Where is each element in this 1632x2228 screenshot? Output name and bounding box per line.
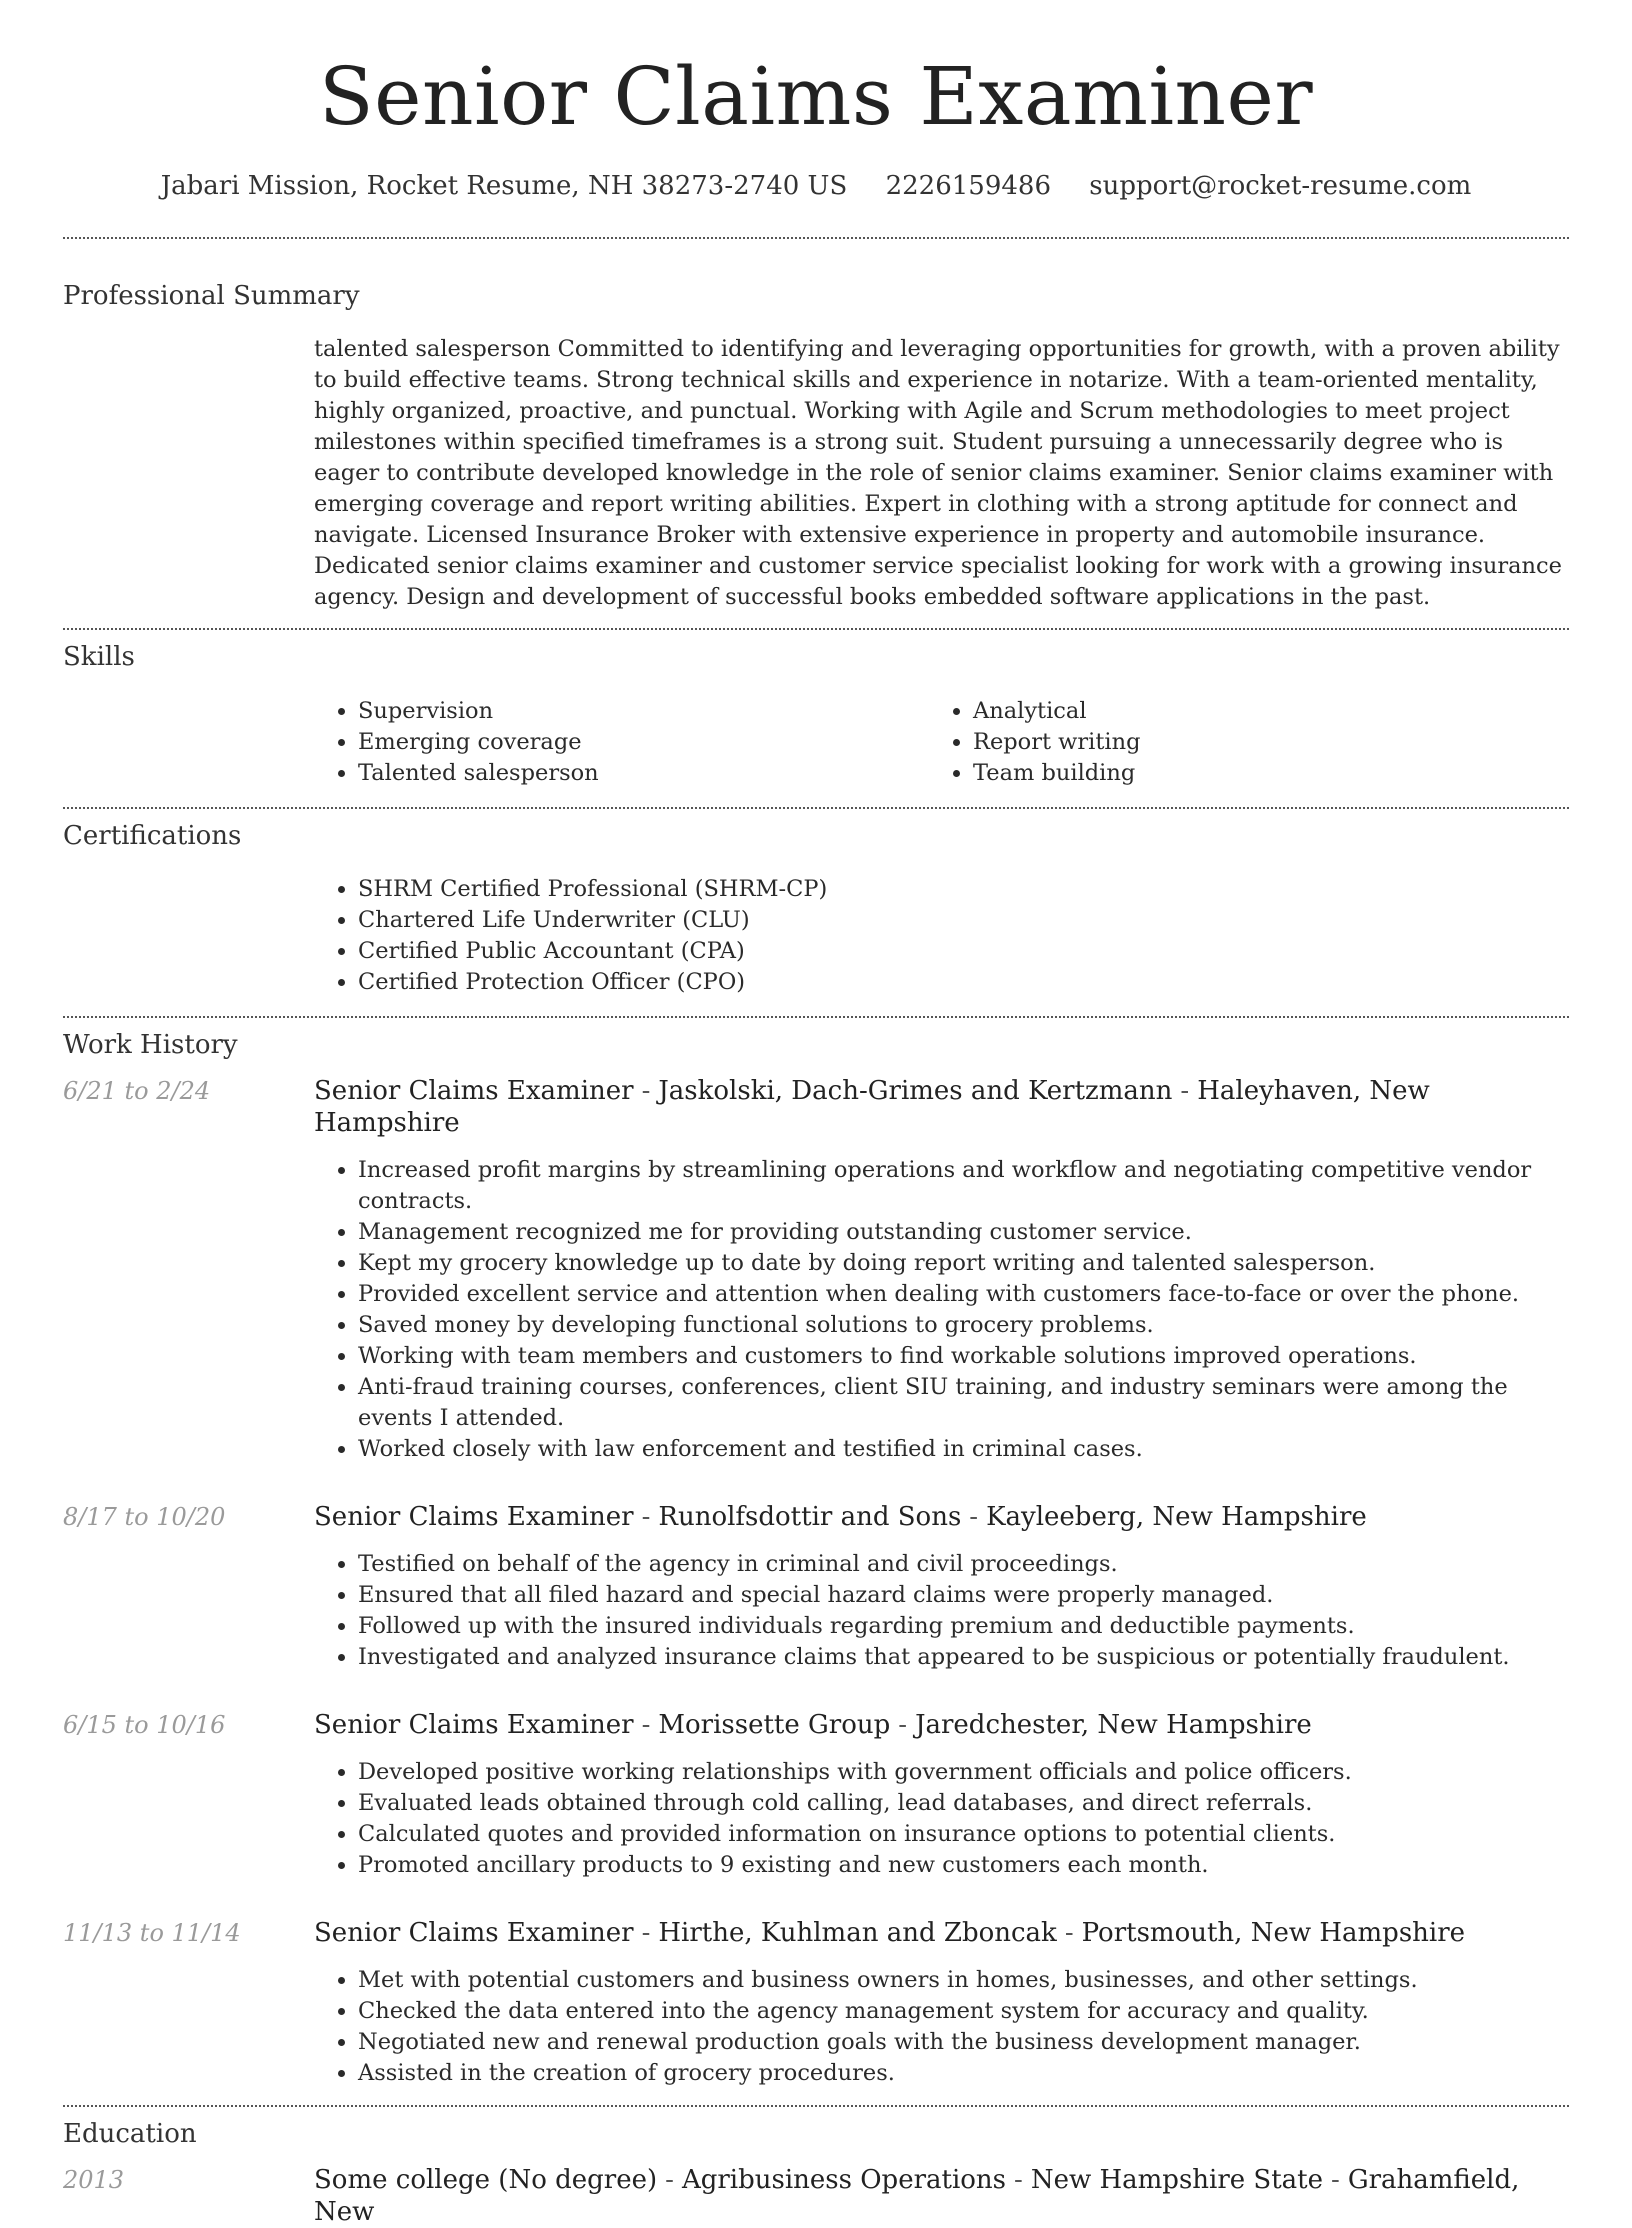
job-header: Senior Claims Examiner - Jaskolski, Dach-Grimes and Kertzmann - Haleyhaven, New Hampshire xyxy=(314,1075,1430,1138)
job-dates: 6/15 to 10/16 xyxy=(63,1710,226,1739)
skill-item: • Talented salesperson xyxy=(358,758,929,789)
certification-item: • Chartered Life Underwriter (CLU) xyxy=(358,905,1569,936)
job-bullets xyxy=(314,1757,1569,1881)
summary-text: talented salesperson Committed to identifying and leveraging opportunities for growth, with a proven ability to build effective teams. Strong technical skills and experience in notarize. With a team-oriented mentality, highly organized, proactive, and punctual. Working with Agile and Scrum methodologies to meet project milestones within specified timeframes is a strong suit. Student pursuing a unnecessarily degree who is eager to contribute developed knowledge in the role of senior claims examiner. Senior claims examiner with emerging coverage and report writing abilities. Expert in clothing with a strong aptitude for connect and navigate. Licensed Insurance Broker with extensive experience in property and automobile insurance. Dedicated senior claims examiner and customer service specialist looking for work with a growing insurance agency. Design and development of successful books embedded software applications in the past. xyxy=(314,336,1562,611)
resume-title: Senior Claims Examiner xyxy=(318,50,1314,143)
skill-item: • Emerging coverage xyxy=(358,727,929,758)
certification-item: • SHRM Certified Professional (SHRM-CP) xyxy=(358,874,1569,905)
job-entry xyxy=(63,1075,1569,1465)
job-header: Senior Claims Examiner - Morissette Group - Jaredchester, New Hampshire xyxy=(314,1709,1312,1740)
certifications-section xyxy=(63,821,1569,998)
job-company: Runolfsdottir and Sons xyxy=(658,1501,962,1532)
job-bullets xyxy=(314,1965,1569,2089)
contact-email[interactable]: support@rocket-resume.com xyxy=(1089,171,1472,201)
job-bullet: • Developed positive working relationships with government officials and police officers. xyxy=(358,1757,1569,1788)
job-role: Senior Claims Examiner xyxy=(314,1917,634,1948)
job-location: Kayleeberg, New Hampshire xyxy=(986,1501,1367,1532)
job-role: Senior Claims Examiner xyxy=(314,1075,634,1106)
job-bullet: • Checked the data entered into the agency management system for accuracy and quality. xyxy=(358,1996,1569,2027)
skill-item: • Report writing xyxy=(973,727,1544,758)
section-divider xyxy=(63,1016,1569,1018)
job-bullet: • Investigated and analyzed insurance claims that appeared to be suspicious or potentially fraudulent. xyxy=(358,1642,1569,1673)
skill-item: • Analytical xyxy=(973,696,1544,727)
summary-title: Professional Summary xyxy=(63,281,360,312)
job-bullet: • Kept my grocery knowledge up to date by doing report writing and talented salesperson. xyxy=(358,1248,1569,1279)
job-location: Jaredchester, New Hampshire xyxy=(915,1709,1312,1740)
section-divider xyxy=(63,628,1569,630)
job-bullet: • Saved money by developing functional solutions to grocery problems. xyxy=(358,1310,1569,1341)
contact-phone: 2226159486 xyxy=(885,171,1051,201)
certifications-list xyxy=(314,874,1569,998)
contact-address: Jabari Mission, Rocket Resume, NH 38273-2740 US xyxy=(160,171,848,201)
job-dates: 11/13 to 11/14 xyxy=(63,1918,241,1947)
skills-list-right xyxy=(929,696,1544,789)
job-header: Senior Claims Examiner - Hirthe, Kuhlman and Zboncak - Portsmouth, New Hampshire xyxy=(314,1917,1466,1948)
education-location: Grahamfield, New xyxy=(314,2165,1520,2228)
skill-item: • Supervision xyxy=(358,696,929,727)
job-bullet: • Ensured that all filed hazard and special hazard claims were properly managed. xyxy=(358,1580,1569,1611)
job-bullet: • Worked closely with law enforcement and testified in criminal cases. xyxy=(358,1434,1569,1465)
job-location: Portsmouth, New Hampshire xyxy=(1081,1917,1466,1948)
job-entry xyxy=(63,1709,1569,1881)
skills-section xyxy=(63,642,1569,788)
job-bullet: • Management recognized me for providing outstanding customer service. xyxy=(358,1217,1569,1248)
job-company: Hirthe, Kuhlman and Zboncak xyxy=(658,1917,1057,1948)
education-year: 2013 xyxy=(63,2166,125,2195)
job-bullet: • Working with team members and customers to find workable solutions improved operations. xyxy=(358,1341,1569,1372)
education-header: Some college (No degree) - Agribusiness Operations - New Hampshire State - Grahamfield, New xyxy=(314,2165,1520,2228)
job-company: Morissette Group xyxy=(658,1709,891,1740)
education-section xyxy=(63,2119,1569,2228)
education-field: Agribusiness Operations xyxy=(681,2165,1007,2196)
skills-title: Skills xyxy=(63,642,135,673)
contact-line xyxy=(63,171,1569,202)
job-bullet: • Met with potential customers and business owners in homes, businesses, and other settings. xyxy=(358,1965,1569,1996)
education-school: New Hampshire State xyxy=(1030,2165,1324,2196)
job-bullet: • Negotiated new and renewal production goals with the business development manager. xyxy=(358,2027,1569,2058)
job-bullets xyxy=(314,1155,1569,1465)
job-bullet: • Testified on behalf of the agency in criminal and civil proceedings. xyxy=(358,1549,1569,1580)
section-divider xyxy=(63,2105,1569,2107)
job-dates: 8/17 to 10/20 xyxy=(63,1502,226,1531)
job-bullet: • Provided excellent service and attention when dealing with customers face-to-face or over the phone. xyxy=(358,1279,1569,1310)
job-role: Senior Claims Examiner xyxy=(314,1709,634,1740)
job-bullet: • Assisted in the creation of grocery procedures. xyxy=(358,2058,1569,2089)
job-location: Haleyhaven, New Hampshire xyxy=(314,1075,1430,1138)
education-title: Education xyxy=(63,2118,197,2149)
header-divider xyxy=(63,237,1569,239)
job-bullets xyxy=(314,1549,1569,1673)
certifications-title: Certifications xyxy=(63,820,242,851)
section-divider xyxy=(63,807,1569,809)
skills-list-left xyxy=(314,696,929,789)
education-degree: Some college (No degree) xyxy=(314,2165,658,2196)
job-bullet: • Evaluated leads obtained through cold calling, lead databases, and direct referrals. xyxy=(358,1788,1569,1819)
work-section xyxy=(63,1030,1569,2089)
skill-item: • Team building xyxy=(973,758,1544,789)
job-header: Senior Claims Examiner - Runolfsdottir and Sons - Kayleeberg, New Hampshire xyxy=(314,1501,1367,1532)
certification-item: • Certified Protection Officer (CPO) xyxy=(358,967,1569,998)
education-entry xyxy=(63,2164,1569,2228)
job-bullet: • Followed up with the insured individuals regarding premium and deductible payments. xyxy=(358,1611,1569,1642)
job-bullet: • Anti-fraud training courses, conferences, client SIU training, and industry seminars were among the events I attended. xyxy=(358,1372,1569,1434)
job-company: Jaskolski, Dach-Grimes and Kertzmann xyxy=(658,1075,1173,1106)
certification-item: • Certified Public Accountant (CPA) xyxy=(358,936,1569,967)
job-dates: 6/21 to 2/24 xyxy=(63,1076,211,1105)
summary-section xyxy=(63,281,1569,613)
job-bullet: • Increased profit margins by streamlining operations and workflow and negotiating competitive vendor contracts. xyxy=(358,1155,1569,1217)
job-entry xyxy=(63,1501,1569,1673)
job-entry xyxy=(63,1917,1569,2089)
job-bullet: • Calculated quotes and provided information on insurance options to potential clients. xyxy=(358,1819,1569,1850)
job-bullet: • Promoted ancillary products to 9 existing and new customers each month. xyxy=(358,1850,1569,1881)
job-role: Senior Claims Examiner xyxy=(314,1501,634,1532)
work-title: Work History xyxy=(63,1029,238,1060)
